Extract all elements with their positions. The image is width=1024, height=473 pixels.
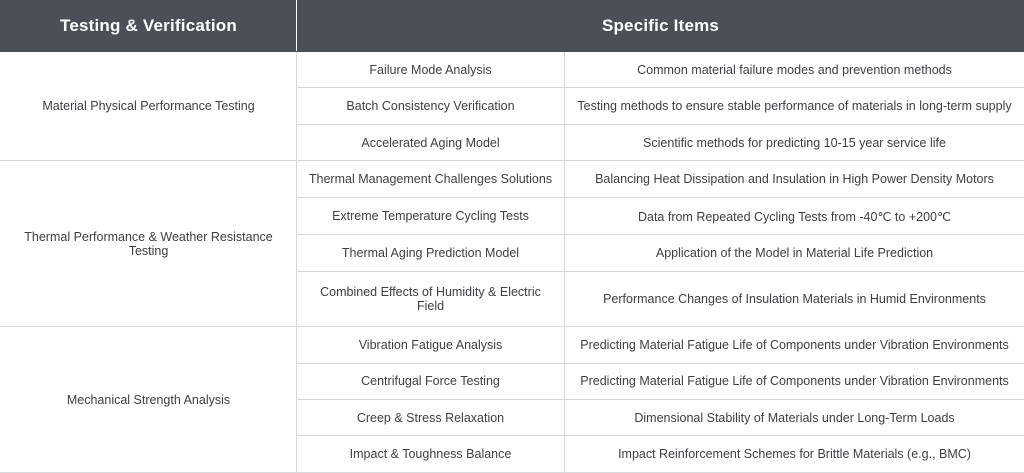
specific-item-description-cell: Dimensional Stability of Materials under Long-Term Loads — [565, 400, 1024, 436]
specific-item-description-cell: Scientific methods for predicting 10-15 year service life — [565, 124, 1024, 160]
specific-item-description-cell: Common material failure modes and prevention methods — [565, 52, 1024, 88]
specific-item-cell: Extreme Temperature Cycling Tests — [297, 197, 565, 235]
column-header-specific-items: Specific Items — [297, 1, 1024, 52]
table-body — [1, 52, 1024, 473]
table-header-row — [1, 1, 1024, 52]
table-row — [1, 52, 1024, 88]
specific-item-description-cell: Performance Changes of Insulation Materials in Humid Environments — [565, 271, 1024, 326]
table-header — [1, 1, 1024, 52]
specific-item-cell: Failure Mode Analysis — [297, 52, 565, 88]
specific-item-description-cell: Impact Reinforcement Schemes for Brittle Materials (e.g., BMC) — [565, 436, 1024, 473]
specific-item-cell: Accelerated Aging Model — [297, 124, 565, 160]
category-cell: Thermal Performance & Weather Resistance Testing — [1, 161, 297, 327]
specific-item-cell: Vibration Fatigue Analysis — [297, 327, 565, 363]
specific-item-description-cell: Predicting Material Fatigue Life of Components under Vibration Environments — [565, 327, 1024, 363]
specific-item-cell: Thermal Management Challenges Solutions — [297, 161, 565, 197]
specific-item-cell: Batch Consistency Verification — [297, 88, 565, 124]
specific-item-cell: Thermal Aging Prediction Model — [297, 235, 565, 271]
table-row — [1, 161, 1024, 197]
specific-item-description-cell: Application of the Model in Material Life Prediction — [565, 235, 1024, 271]
specific-item-description-cell: Data from Repeated Cycling Tests from -40℃ to +200℃ — [565, 197, 1024, 235]
specific-item-description-cell: Predicting Material Fatigue Life of Components under Vibration Environments — [565, 363, 1024, 399]
category-cell: Material Physical Performance Testing — [1, 52, 297, 161]
category-cell: Mechanical Strength Analysis — [1, 327, 297, 473]
table-row — [1, 327, 1024, 363]
specific-item-description-cell: Testing methods to ensure stable performance of materials in long-term supply — [565, 88, 1024, 124]
specific-item-cell: Creep & Stress Relaxation — [297, 400, 565, 436]
specific-item-cell: Combined Effects of Humidity & Electric Field — [297, 271, 565, 326]
specific-item-description-cell: Balancing Heat Dissipation and Insulation in High Power Density Motors — [565, 161, 1024, 197]
specific-item-cell: Centrifugal Force Testing — [297, 363, 565, 399]
column-header-category: Testing & Verification — [1, 1, 297, 52]
specific-item-cell: Impact & Toughness Balance — [297, 436, 565, 473]
